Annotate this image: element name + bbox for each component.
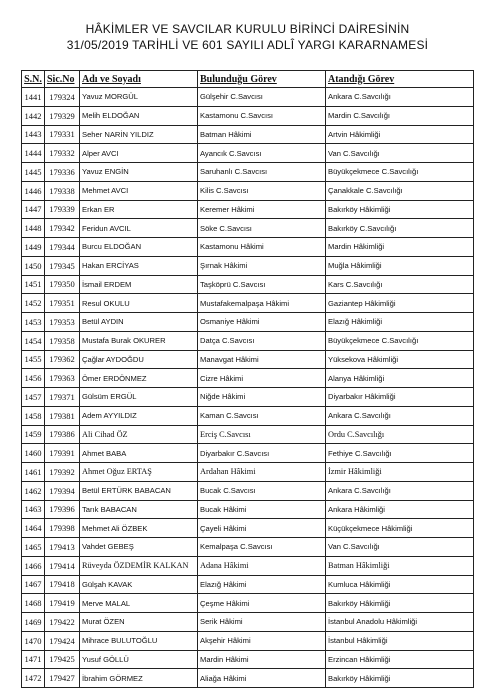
cell-assigned-post: Muğla Hâkimliği [326,256,474,275]
cell-assigned-post: Artvin Hâkimliği [326,125,474,144]
cell-sn: 1453 [22,313,45,332]
cell-sicil: 179339 [45,200,80,219]
cell-sicil: 179353 [45,313,80,332]
cell-assigned-post: Ankara Hâkimliği [326,500,474,519]
cell-name: İbrahim GÖRMEZ [80,669,198,688]
cell-current-post: Serik Hâkimi [198,613,326,632]
cell-sicil: 179362 [45,350,80,369]
table-row [22,125,474,144]
table-row [22,256,474,275]
cell-assigned-post: Erzincan Hâkimliği [326,650,474,669]
table-row [22,650,474,669]
cell-current-post: Gülşehir C.Savcısı [198,88,326,107]
cell-current-post: Kemalpaşa C.Savcısı [198,538,326,557]
cell-sicil: 179345 [45,256,80,275]
cell-current-post: Bucak C.Savcısı [198,481,326,500]
cell-sn: 1458 [22,406,45,425]
column-header-name: Adı ve Soyadı [80,71,198,88]
table-row [22,388,474,407]
cell-sn: 1449 [22,238,45,257]
cell-sicil: 179331 [45,125,80,144]
cell-assigned-post: Elazığ Hâkimliği [326,313,474,332]
table-row [22,350,474,369]
cell-sicil: 179351 [45,294,80,313]
table-row [22,369,474,388]
cell-sicil: 179332 [45,144,80,163]
cell-name: Mustafa Burak OKURER [80,331,198,350]
table-row [22,331,474,350]
cell-sn: 1445 [22,163,45,182]
cell-sn: 1469 [22,613,45,632]
cell-name: Adem AYYILDIZ [80,406,198,425]
column-header-assigned-post: Atandığı Görev [326,71,474,88]
table-row [22,444,474,463]
table-row [22,294,474,313]
cell-sn: 1448 [22,219,45,238]
cell-current-post: Saruhanlı C.Savcısı [198,163,326,182]
cell-current-post: Aliağa Hâkimi [198,669,326,688]
cell-current-post: Adana Hâkimi [198,556,326,575]
table-row [22,219,474,238]
cell-sn: 1451 [22,275,45,294]
cell-sn: 1457 [22,388,45,407]
cell-sicil: 179386 [45,425,80,444]
cell-sicil: 179414 [45,556,80,575]
cell-name: Feridun AVCIL [80,219,198,238]
cell-current-post: Akşehir Hâkimi [198,631,326,650]
cell-name: Ömer ERDÖNMEZ [80,369,198,388]
cell-name: Ahmet Oğuz ERTAŞ [80,463,198,482]
cell-sn: 1464 [22,519,45,538]
cell-assigned-post: Yüksekova Hâkimliği [326,350,474,369]
cell-sn: 1446 [22,181,45,200]
cell-sn: 1472 [22,669,45,688]
cell-assigned-post: Batman Hâkimliği [326,556,474,575]
cell-sn: 1470 [22,631,45,650]
cell-sicil: 179392 [45,463,80,482]
table-row [22,425,474,444]
cell-assigned-post: Ordu C.Savcılığı [326,425,474,444]
cell-sn: 1443 [22,125,45,144]
cell-sicil: 179398 [45,519,80,538]
cell-name: Yavuz ENGİN [80,163,198,182]
cell-assigned-post: Bakırköy C.Savcılığı [326,219,474,238]
cell-name: Resul OKULU [80,294,198,313]
table-row [22,275,474,294]
cell-name: Gülsüm ERGÜL [80,388,198,407]
table-header-row [22,71,474,88]
table-row [22,538,474,557]
cell-assigned-post: Kumluca Hâkimliği [326,575,474,594]
cell-sicil: 179358 [45,331,80,350]
cell-sn: 1471 [22,650,45,669]
table-body [22,88,474,688]
cell-name: Mihrace BULUTOĞLU [80,631,198,650]
cell-name: Ali Cihad ÖZ [80,425,198,444]
cell-current-post: Kilis C.Savcısı [198,181,326,200]
cell-sn: 1461 [22,463,45,482]
cell-name: Seher NARİN YILDIZ [80,125,198,144]
table-row [22,313,474,332]
cell-assigned-post: Çanakkale C.Savcılığı [326,181,474,200]
cell-sicil: 179344 [45,238,80,257]
table-row [22,481,474,500]
cell-name: Tarık BABACAN [80,500,198,519]
cell-name: Betül AYDIN [80,313,198,332]
cell-sicil: 179391 [45,444,80,463]
cell-current-post: Taşköprü C.Savcısı [198,275,326,294]
table-row [22,200,474,219]
cell-sn: 1447 [22,200,45,219]
document-subtitle: 31/05/2019 TARİHLİ VE 601 SAYILI ADLÎ YARGI KARARNAMESİ [66,38,429,52]
cell-sicil: 179381 [45,406,80,425]
cell-assigned-post: Fethiye C.Savcılığı [326,444,474,463]
cell-sn: 1455 [22,350,45,369]
cell-name: Melih ELDOĞAN [80,106,198,125]
cell-sicil: 179413 [45,538,80,557]
cell-current-post: Datça C.Savcısı [198,331,326,350]
cell-sn: 1465 [22,538,45,557]
cell-assigned-post: İstanbul Hâkimliği [326,631,474,650]
cell-name: Çağlar AYDOĞDU [80,350,198,369]
cell-name: Burcu ELDOĞAN [80,238,198,257]
table-row [22,181,474,200]
cell-assigned-post: Gaziantep Hâkimliği [326,294,474,313]
cell-sicil: 179350 [45,275,80,294]
cell-name: Betül ERTÜRK BABACAN [80,481,198,500]
cell-current-post: Bucak Hâkimi [198,500,326,519]
cell-sn: 1468 [22,594,45,613]
cell-sn: 1463 [22,500,45,519]
cell-current-post: Osmaniye Hâkimi [198,313,326,332]
table-row [22,556,474,575]
table-row [22,238,474,257]
cell-current-post: Keremer Hâkimi [198,200,326,219]
cell-sicil: 179425 [45,650,80,669]
cell-current-post: Cizre Hâkimi [198,369,326,388]
cell-assigned-post: Ankara C.Savcılığı [326,88,474,107]
cell-current-post: Elazığ Hâkimi [198,575,326,594]
cell-sicil: 179418 [45,575,80,594]
cell-sicil: 179363 [45,369,80,388]
column-header-sn: S.N. [22,71,45,88]
document-title: HÂKİMLER VE SAVCILAR KURULU BİRİNCİ DAİRESİNİN [85,22,410,36]
cell-assigned-post: Mardin Hâkimliği [326,238,474,257]
cell-assigned-post: Van C.Savcılığı [326,538,474,557]
cell-assigned-post: Diyarbakır Hâkimliği [326,388,474,407]
cell-sn: 1454 [22,331,45,350]
cell-assigned-post: İstanbul Anadolu Hâkimliği [326,613,474,632]
cell-name: Alper AVCI [80,144,198,163]
column-header-current-post: Bulunduğu Görev [198,71,326,88]
cell-name: Murat ÖZEN [80,613,198,632]
cell-assigned-post: Kars C.Savcılığı [326,275,474,294]
cell-name: Mehmet AVCI [80,181,198,200]
cell-sicil: 179424 [45,631,80,650]
cell-name: Mehmet Ali ÖZBEK [80,519,198,538]
cell-sicil: 179342 [45,219,80,238]
table-row [22,519,474,538]
cell-name: İsmail ERDEM [80,275,198,294]
table-row [22,594,474,613]
cell-current-post: Ayancık C.Savcısı [198,144,326,163]
cell-assigned-post: Büyükçekmece C.Savcılığı [326,331,474,350]
cell-name: Rüveyda ÖZDEMİR KALKAN [80,556,198,575]
cell-assigned-post: Alanya Hâkimliği [326,369,474,388]
appointments-table [21,70,474,688]
table-row [22,144,474,163]
cell-current-post: Kaman C.Savcısı [198,406,326,425]
cell-sn: 1460 [22,444,45,463]
cell-sn: 1467 [22,575,45,594]
cell-sn: 1441 [22,88,45,107]
cell-sn: 1450 [22,256,45,275]
table-row [22,613,474,632]
cell-name: Merve MALAL [80,594,198,613]
cell-assigned-post: Van C.Savcılığı [326,144,474,163]
table-row [22,106,474,125]
cell-assigned-post: Ankara C.Savcılığı [326,406,474,425]
table-row [22,163,474,182]
cell-sn: 1452 [22,294,45,313]
cell-current-post: Mustafakemalpaşa Hâkimi [198,294,326,313]
cell-sn: 1442 [22,106,45,125]
cell-name: Ahmet BABA [80,444,198,463]
cell-current-post: Erciş C.Savcısı [198,425,326,444]
cell-sicil: 179329 [45,106,80,125]
cell-assigned-post: Bakırköy Hâkimliği [326,669,474,688]
cell-name: Erkan ER [80,200,198,219]
table-row [22,500,474,519]
cell-sicil: 179324 [45,88,80,107]
cell-name: Vahdet GEBEŞ [80,538,198,557]
cell-sicil: 179336 [45,163,80,182]
cell-assigned-post: Bakırköy Hâkimliği [326,200,474,219]
cell-current-post: Batman Hâkimi [198,125,326,144]
cell-sicil: 179338 [45,181,80,200]
cell-current-post: Manavgat Hâkimi [198,350,326,369]
table-row [22,631,474,650]
cell-current-post: Şırnak Hâkimi [198,256,326,275]
cell-current-post: Kastamonu Hâkimi [198,238,326,257]
cell-assigned-post: Büyükçekmece C.Savcılığı [326,163,474,182]
cell-sicil: 179396 [45,500,80,519]
cell-current-post: Kastamonu C.Savcısı [198,106,326,125]
cell-name: Yavuz MORGÜL [80,88,198,107]
cell-current-post: Diyarbakır C.Savcısı [198,444,326,463]
cell-name: Gülşah KAVAK [80,575,198,594]
cell-sicil: 179394 [45,481,80,500]
cell-current-post: Çeşme Hâkimi [198,594,326,613]
table-row [22,575,474,594]
table-row [22,463,474,482]
table-row [22,669,474,688]
cell-current-post: Söke C.Savcısı [198,219,326,238]
cell-sicil: 179422 [45,613,80,632]
cell-sn: 1444 [22,144,45,163]
cell-name: Hakan ERCİYAS [80,256,198,275]
cell-current-post: Çayeli Hâkimi [198,519,326,538]
cell-current-post: Mardin Hâkimi [198,650,326,669]
cell-assigned-post: Bakırköy Hâkimliği [326,594,474,613]
table-row [22,406,474,425]
cell-name: Yusuf GÖLLÜ [80,650,198,669]
cell-sn: 1456 [22,369,45,388]
table-row [22,88,474,107]
cell-current-post: Ardahan Hâkimi [198,463,326,482]
cell-sn: 1466 [22,556,45,575]
cell-assigned-post: Ankara C.Savcılığı [326,481,474,500]
column-header-sicil: Sic.No [45,71,80,88]
cell-assigned-post: Küçükçekmece Hâkimliği [326,519,474,538]
cell-current-post: Niğde Hâkimi [198,388,326,407]
cell-sn: 1462 [22,481,45,500]
cell-sicil: 179371 [45,388,80,407]
cell-assigned-post: Mardin C.Savcılığı [326,106,474,125]
cell-sn: 1459 [22,425,45,444]
cell-assigned-post: İzmir Hâkimliği [326,463,474,482]
cell-sicil: 179427 [45,669,80,688]
cell-sicil: 179419 [45,594,80,613]
